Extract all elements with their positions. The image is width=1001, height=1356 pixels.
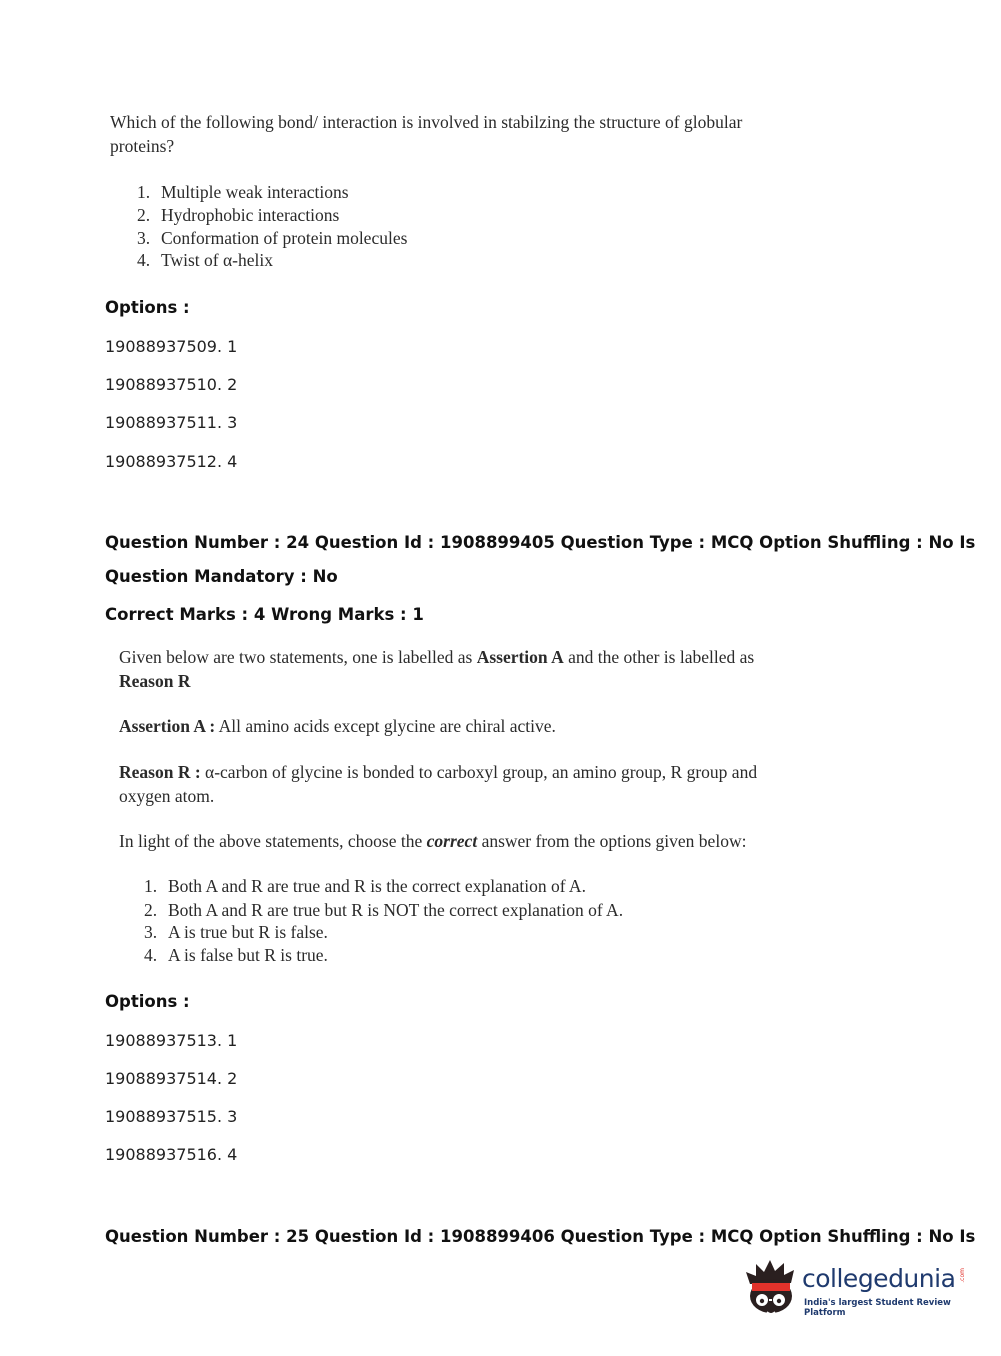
option-item: 19088937512. 4 <box>105 452 238 471</box>
options-label: Options : <box>105 992 190 1011</box>
question-24-intro-line2: Reason R <box>119 671 191 691</box>
reason-statement-line1: Reason R : α-carbon of glycine is bonded to carboxyl group, an amino group, R group and <box>119 762 758 782</box>
option-item: 19088937510. 2 <box>105 375 238 394</box>
question-24-choice: 3. A is true but R is false. <box>144 922 328 942</box>
question-24-choice: 4. A is false but R is true. <box>144 945 328 965</box>
option-item: 19088937509. 1 <box>105 337 238 356</box>
options-label: Options : <box>105 298 190 317</box>
question-25-header: Question Number : 25 Question Id : 1908899406 Question Type : MCQ Option Shuffling : No Is <box>105 1227 976 1246</box>
option-item: 19088937516. 4 <box>105 1145 238 1164</box>
option-item: 19088937513. 1 <box>105 1031 238 1050</box>
question-24-marks: Correct Marks : 4 Wrong Marks : 1 <box>105 605 424 624</box>
question-23-choice: 4. Twist of α-helix <box>137 250 273 270</box>
question-23-choice: 1. Multiple weak interactions <box>137 182 349 202</box>
brand-tagline: India's largest Student Review Platform <box>804 1298 951 1318</box>
question-24-intro-line1: Given below are two statements, one is labelled as Assertion A and the other is labelled as <box>119 647 755 667</box>
question-24-header: Question Number : 24 Question Id : 1908899405 Question Type : MCQ Option Shuffling : No Is <box>105 533 976 552</box>
option-item: 19088937511. 3 <box>105 413 238 432</box>
question-24-mandatory: Question Mandatory : No <box>105 567 338 586</box>
brand-com: .com <box>959 1268 966 1283</box>
mascot-icon <box>742 1258 800 1320</box>
collegedunia-logo <box>742 1258 974 1324</box>
option-item: 19088937514. 2 <box>105 1069 238 1088</box>
question-23-choice: 2. Hydrophobic interactions <box>137 205 340 225</box>
question-24-choice: 1. Both A and R are true and R is the correct explanation of A. <box>144 876 586 896</box>
question-23-choice: 3. Conformation of protein molecules <box>137 228 408 248</box>
option-item: 19088937515. 3 <box>105 1107 238 1126</box>
brand-name: collegedunia <box>802 1264 956 1293</box>
question-23-stem-line1: Which of the following bond/ interaction is involved in stabilzing the structure of globular <box>110 112 743 132</box>
question-24-choice: 2. Both A and R are true but R is NOT the correct explanation of A. <box>144 900 624 920</box>
question-23-stem-line2: proteins? <box>110 136 175 156</box>
assertion-statement: Assertion A : All amino acids except glycine are chiral active. <box>119 716 556 736</box>
reason-statement-line2: oxygen atom. <box>119 786 215 806</box>
question-24-instruction: In light of the above statements, choose the correct answer from the options given below: <box>119 831 747 851</box>
